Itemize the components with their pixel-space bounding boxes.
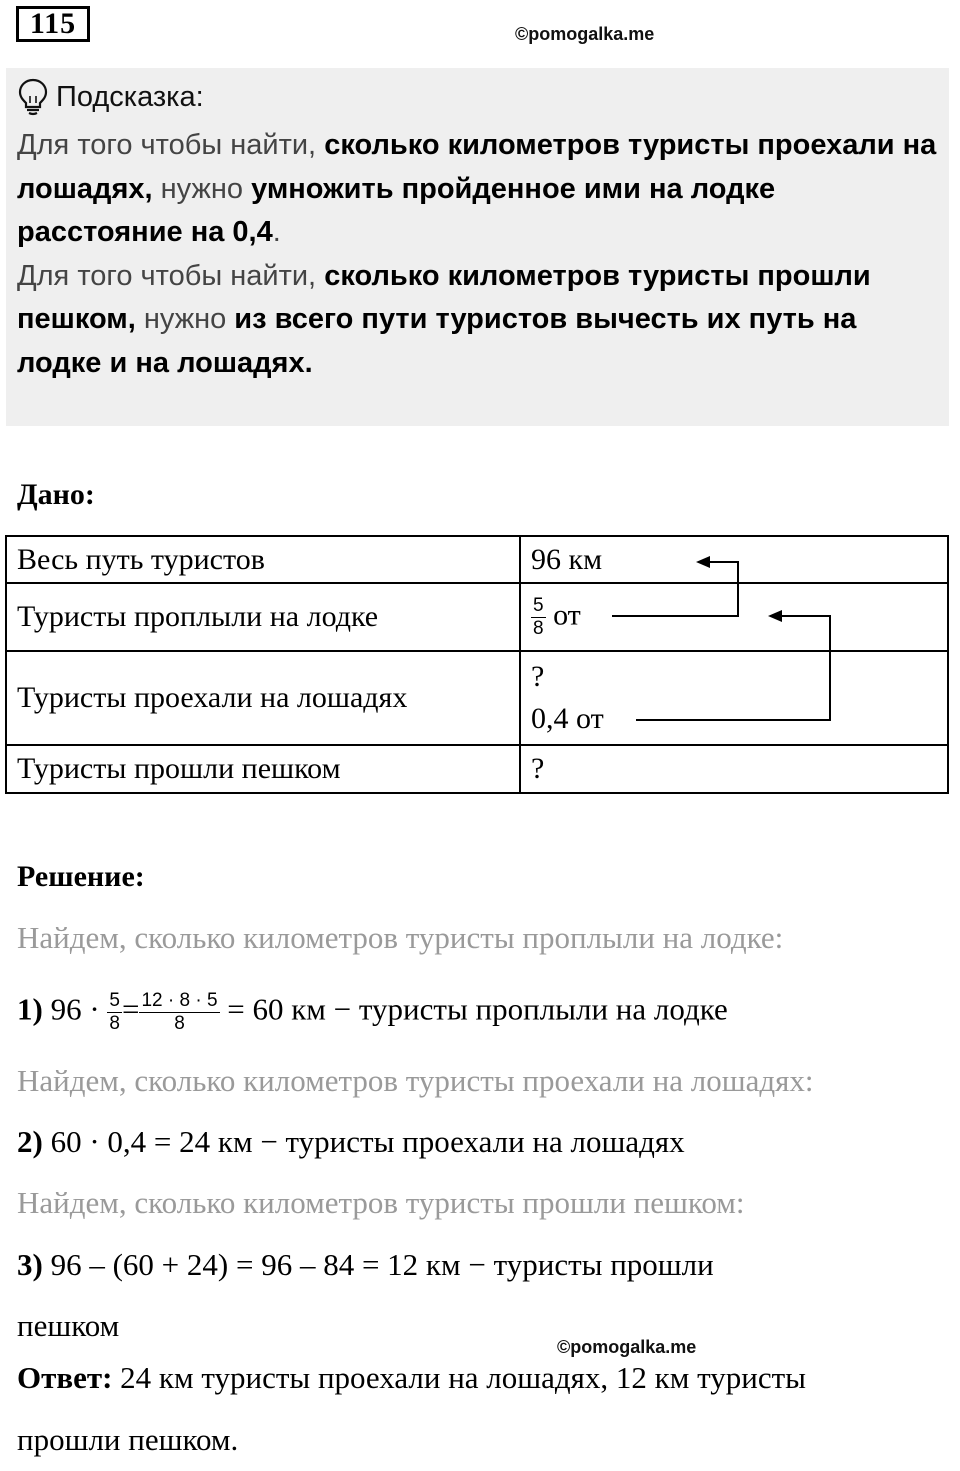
given-label: Туристы прошли пешком [6,745,520,793]
step3-text: 96 – (60 + 24) = 96 – 84 = 12 км − туристы прошли [50,1247,714,1282]
solution-heading: Решение: [17,860,145,893]
step3 [17,1247,714,1283]
fraction-numerator: 5 [109,990,120,1011]
step2-note: Найдем, сколько километров туристы проехали на лошадях: [17,1063,814,1098]
hint-text-bold: сколько километров туристы прошли пешком, [17,259,871,335]
given-label: Туристы проехали на лошадях [6,651,520,745]
hint-text-bold: из всего пути туристов вычесть их путь на лодке и на лошадях. [17,303,857,379]
arrow-boat-to-total [612,562,738,616]
given-label: Туристы проплыли на лодке [6,583,520,651]
answer [17,1360,806,1396]
arrow-horses-to-boat [636,616,830,720]
fraction-denominator: 8 [174,1013,185,1034]
hint-text-bold: умножить пройденное ими на лодке расстояние на 0,4 [17,172,776,248]
hint-text-bold: сколько километров туристы проехали на лошадях, [17,129,937,205]
given-value: 0,4 от [531,702,604,735]
step1-text: 96 · [50,991,100,1027]
step3-continued: пешком [17,1308,120,1343]
fraction [107,990,122,1035]
given-value: 96 км [520,536,948,583]
task-number: 115 [16,6,90,42]
hint-text-part: нужно [135,303,235,335]
hint-text-part: . [272,216,281,248]
answer-label: Ответ: [17,1360,113,1395]
step-number: 1) [17,991,43,1027]
step3-note: Найдем, сколько километров туристы прошли пешком: [17,1185,745,1220]
given-value: от [553,597,581,631]
step1-result: = 60 км − туристы проплыли на лодке [227,991,728,1027]
fraction [139,990,219,1035]
step2-text: 60 · 0,4 = 24 км − туристы проехали на лошадях [50,1124,685,1159]
watermark-bottom: ©pomogalka.me [557,1337,697,1357]
step1-note: Найдем, сколько километров туристы проплыли на лодке: [17,920,784,955]
answer-continued: прошли пешком. [17,1422,239,1457]
step-number: 3) [17,1247,43,1282]
arrow-head [696,556,710,568]
hint-title: Подсказка: [56,80,204,113]
fraction-denominator: 8 [109,1013,120,1034]
step-number: 2) [17,1124,43,1159]
fraction-denominator: 8 [533,617,544,639]
given-label: Весь путь туристов [6,536,520,583]
arrow-head [768,610,782,622]
fraction-numerator: 12 · 8 · 5 [141,990,218,1011]
given-value-question: ? [531,660,545,693]
hint-text-part: Для того чтобы найти, [17,129,325,161]
given-heading: Дано: [17,478,95,511]
answer-text: 24 км туристы проехали на лошадях, 12 км туристы [120,1360,806,1395]
watermark-top: ©pomogalka.me [515,24,655,44]
hint-text-part: Для того чтобы найти, [17,259,325,292]
step1-equals: = [121,991,140,1027]
given-value: ? [520,745,948,793]
fraction-numerator: 5 [533,594,544,616]
step1 [17,990,728,1035]
hint-text-part: нужно [152,172,252,205]
step2 [17,1124,685,1160]
